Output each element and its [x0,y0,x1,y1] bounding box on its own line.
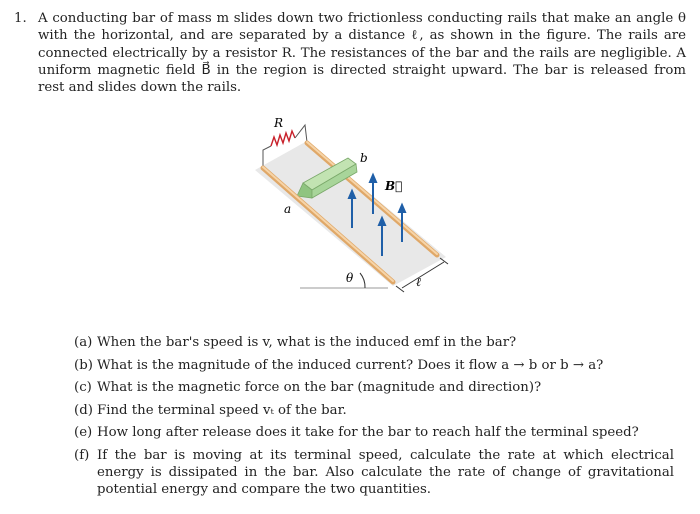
wire-right [295,125,307,142]
part-label: (f) [74,447,90,463]
field-label: B⃗ [385,179,403,193]
dimension-tick [396,286,404,292]
dimension-tick [440,258,448,264]
part-label: (d) [74,402,93,418]
end-b-label: b [360,151,368,165]
part-label: (e) [74,425,93,440]
part-text: What is the magnetic force on the bar (magnitude and direction)? [97,380,542,395]
question-part-d [74,402,674,419]
part-text: How long after release does it take for the bar to reach half the terminal speed? [97,425,639,440]
part-text: When the bar's speed is v, what is the induced emf in the bar? [97,335,517,350]
problem-text: A conducting bar of mass m slides down two frictionless conducting rails that make an angle θ with the horizontal, and are separated by a distance ℓ, as shown in the figure. The rails are connected electrically by a resistor R. The resistances of the bar and the rails are negligible. A uniform magnetic field B⃗ in the region is directed straight upward. The bar is released from rest and slides down the rails. [38,11,686,96]
angle-arc [360,273,365,288]
part-label: (a) [74,335,93,350]
part-label: (b) [74,357,93,373]
resistor-label: R [274,116,284,130]
problem-number: 1. [14,11,27,26]
question-part-b [74,357,674,374]
part-text: If the bar is moving at its terminal speed, calculate the rate at which electrical energy is dissipated in the bar. Also calculate the rate of change of gravitational potential energy and compare the two quantities. [97,447,674,497]
part-text: What is the magnitude of the induced current? Does it flow a → b or b → a? [97,357,604,373]
question-parts [74,334,674,503]
resistor [271,131,295,146]
question-part-f [74,447,674,498]
separation-label: ℓ [416,275,421,289]
field-arrow-head [370,175,376,182]
question-part-a [74,334,674,351]
question-part-e [74,424,674,441]
question-part-c [74,379,674,396]
field-arrow-head [399,205,405,212]
angle-label: θ [346,271,354,285]
end-a-label: a [284,202,292,216]
part-text: Find the terminal speed vₜ of the bar. [97,402,347,418]
part-label: (c) [74,380,92,395]
